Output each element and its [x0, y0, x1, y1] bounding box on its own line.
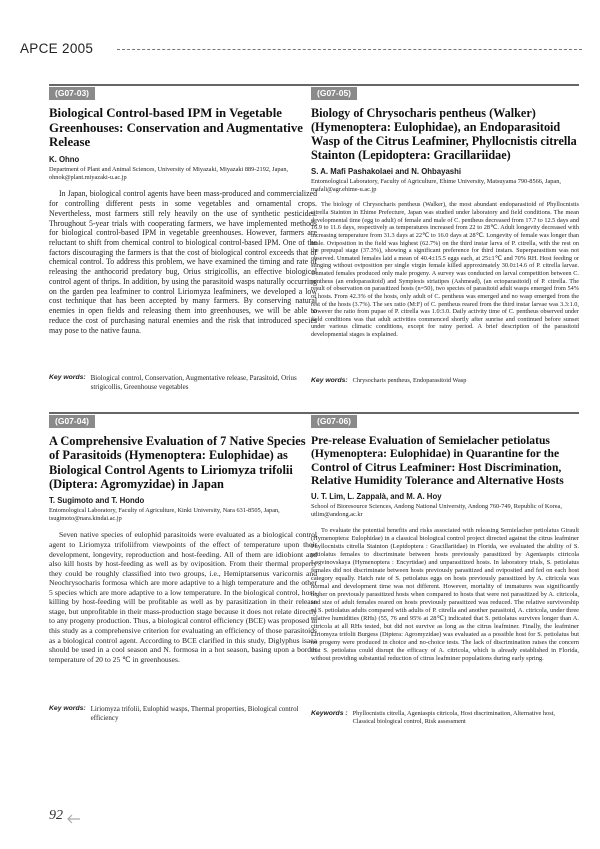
keywords-label: Keywords : — [311, 709, 348, 717]
keywords-label: Key words: — [49, 705, 86, 713]
article-abstract: To evaluate the potential benefits and risks associated with releasing Semielacher petiolatus Girault (Hymenoptera: Eulophidae) in a classical biological control project directed against the citrus leafminer Phyllocnistis citrella Stainton (Lepidoptera : Gracillariidae) in Florida, we evaluated the ability of S. petiolatus females to discriminate between hosts previously parasitized by Ageniaspis citricola Logvinovskaya (Hymenoptera : Encyrtidae) and unparasitized hosts. In laboratory trials, S. petiolatus females did not discriminate between hosts previously parasitized and oviposited and fed on each host category equally. Hatch rate of S. petiolatus eggs on hosts previously parasitized by A. citricola was normal and development time was not different. However, mortality of immatures was significantly higher on previously parasitized hosts when compared to hosts that were not parasitized by A. citricola, and size of adult females reared on hosts previously parasitized was reduced. The relative survivorship of S. petiolatus adults compared with adults of P. citrella and another parasitoid, A. citricola, under three relative humidities (RHs) (55, 76 and 95% at 28℃) indicated that S. petiolatus survives longer than A. citricola at all RHs tested, but did not survive as long as the citrus leafminer. Finally, the leafminer Liriomyza trifolii Burgess (Diptera: Agromyzidae) was evaluated as a possible host for S. petiolatus but no progeny were produced in choice and no-choice tests. The lack of discrimination raises the concern that S. petiolatus could disrupt the efficacy of A. citricola, which is already established in Florida, without providing substantial reduction of citrus leafminer populations during early spring. — [311, 526, 579, 662]
header-divider — [117, 49, 582, 50]
article-keywords — [311, 710, 579, 726]
article-keywords — [49, 705, 317, 723]
article-affiliation: Entomological Laboratory, Faculty of Agriculture, Kinki University, Nara 631-8505, Japan, tsugimoto@nara.kindai.ac.jp — [49, 507, 280, 523]
article-abstract: In Japan, biological control agents have been mass-produced and commercialized for controlling different pests in some vegetables and ornamental crops. Nevertheless, most farmers still rely heavily on the use of synthetic pesticides. Throughout 5-year trials with cooperating farmers, we have implemented methods for biological control-based IPM in vegetable greenhouses. However, farmers are reluctant to shift from chemical control to biological control-based IPM. One of the factors discouraging the farmers is that the cost of biological control exceeds that of chemical control. To address this problem, we have examined the timing and rate of releasing the anthocorid predatory bug, Orius strigicollis, an effective biological control agent of thrips. In addition, by using the parasitoid wasps naturally occurring on the garden pea leafminer to control Liriomyza leafminers, we developed a low cost technique that has been accepted by many farmers. By conserving natural enemies in open fields and releasing them into greenhouses, we will be able to reduce the cost of purchasing natural enemies and the risk that introduced species may pose to the native fauna. — [49, 189, 317, 335]
article-tag-bar — [311, 412, 579, 428]
article-authors: U. T. Lim, L. Zappalà, and M. A. Hoy — [311, 492, 442, 502]
page-number: 92 — [49, 808, 63, 823]
article-tag-bar — [311, 84, 579, 100]
article-tag-bar — [49, 84, 317, 100]
article-title: Biological Control-based IPM in Vegetable Greenhouses: Conservation and Augmentative Release — [49, 106, 303, 150]
article-g07-03 — [49, 84, 317, 392]
article-authors: T. Sugimoto and T. Hondo — [49, 496, 145, 506]
article-affiliation: Entomological Laboratory, Faculty of Agriculture, Ehime University, Matsuyama 790-8566, Japan, mafali@agr.ehime-u.ac.jp — [311, 178, 561, 194]
keywords-text: Phyllocnistis citrella, Ageniaspis citricola, Host discrimination, Alternative host, Classical biological control, Risk assessment — [352, 709, 555, 725]
article-title: Pre-release Evaluation of Semielacher petiolatus (Hymenoptera: Eulophidae) in Quarantine for the Control of Citrus Leafminer: Host Discrimination, Relative Humidity Tolerance and Alternative Hosts — [311, 434, 564, 487]
article-tag: (G07-04) — [49, 415, 95, 428]
conference-title: APCE 2005 — [20, 41, 94, 56]
article-abstract: The biology of Chrysocharis pentheus (Walker), the most abundant endoparasitoid of Phyllocnistis citrella Stainton in Ehime Prefecture, Japan was studied under laboratory and field conditions. The mean developmental time (egg to adult) of female and male of C. pentheus decreased from 17.7 to 12.5 days and 16.9 to 11.6 days, respectively as temperatures increased from 22 to 28℃. Adult longevity decreased with increasing temperature from 31.3 days at 22℃ to 16.0 days at 28℃. Longevity of female was longer than male. Oviposition in the field was highest (62.7%) on the third instar larva of P. citrella, with the rest on the prepupal stage (37.3%), showing a significant preference for third instars. Superparasitism was not observed. Unmated females laid a mean of 40.4±15.5 eggs each, at 25±1℃ and 70% RH. Host feeding or stinging without oviposition per single virgin female killed approximately 30.0±14.6 of P. citrella larvae. Unmated females produced only male progeny. A survey was conducted on larval competition between C. pentheus (an endoparasitoid) and Sympiesis striatipes (Ashmead), (an ectoparasitoid) of P. citrella. The result of observation on parasitized hosts (n=50), two species of parasitoid adult wasps emerged from 54% of hosts. From 42.3% of the hosts, only adult of C. pentheus was emerged and no wasp emerged from the rest of the hosts (3.7%). The sex ratio (M:F) of C. pentheus reared from the third instar larvae was 3.3:1.0, however the ratio from pupae of P. citrella was 1.0:3.0. Daily activity time of C. pentheus observed under field conditions was that adult activities commenced shortly after sunrise and continued before sunset under various climatic conditions, except for rainy period. A brief description of the parasitoid developmental stages is explained. — [311, 201, 579, 339]
keywords-label: Key words: — [49, 374, 86, 382]
article-g07-06 — [311, 412, 579, 726]
article-tag-bar — [49, 412, 317, 428]
running-header — [20, 40, 582, 58]
article-tag: (G07-05) — [311, 87, 357, 100]
keywords-label: Key words: — [311, 377, 348, 385]
article-tag: (G07-06) — [311, 415, 357, 428]
article-abstract: Seven native species of eulophid parasitoids were evaluated as a biological control agent to Liriomyza trifoliifrom viewpoints of the effect of temperature upon their development, longevity, reproduction and host-feeding. All of them are idiobiont and also kill hosts by host-feeding as well as by oviposition. From their thermal property they could be roughly classified into two groups, i.e., Hemiptarsenus varicornis and Neochrysocharis formosa which are more adaptive to a high temperature and the other 5 species which are more adaptive to a low temperature. In the biological control, host-killing by host-feeding will be profitable as well as by parasitization in their release stage, but unprofitable in their mass-production stage because it does not relate directly to any progeny production. Thus, a biological control efficiency (BCE) was proposed in this study as a comprehensive criterion for evaluating an efficiency of those parasitoids as a biological control agent. According to BCE clarified in this study, Diglyphus isaea should be used in a cool season and N. formosa in a hot season, basing upon a border temperature of 20 to 25 ℃ in greenhouses. — [49, 530, 317, 664]
article-title: A Comprehensive Evaluation of 7 Native Species of Parasitoids (Hymenoptera: Eulophidae) as Biological Control Agents to Liriomyza trifolii (Diptera: Agromyzidae) in Japan — [49, 434, 306, 491]
article-affiliation: Department of Plant and Animal Sciences, University of Miyazaki, Miyazaki 889-2192, Japan, ohnok@plant.miyazaki-u.ac.jp — [49, 166, 289, 182]
article-authors: S. A. Mafi Pashakolaei and N. Ohbayashi — [311, 167, 462, 177]
article-tag: (G07-03) — [49, 87, 95, 100]
arrow-left-icon — [67, 811, 81, 821]
keywords-text: Chrysocharis pentheus, Endoparasitoid Wasp — [352, 377, 467, 385]
article-keywords — [311, 377, 579, 386]
article-affiliation: School of Bioresource Sciences, Andong National University, Andong 760-749, Republic of Korea, utlim@andong.ac.kr — [311, 503, 562, 519]
article-keywords — [49, 374, 317, 392]
keywords-text: Liriomyza trifolii, Eulophid wasps, Thermal properties, Biological control efficiency — [90, 705, 299, 723]
article-g07-05 — [311, 84, 579, 386]
article-g07-04 — [49, 412, 317, 723]
page-footer — [49, 808, 81, 824]
keywords-text: Biological control, Conservation, Augmentative release, Parasitoid, Orius strigicollis, Greenhouse vegetables — [90, 374, 297, 392]
article-authors: K. Ohno — [49, 155, 80, 165]
article-title: Biology of Chrysocharis pentheus (Walker) (Hymenoptera: Eulophidae), an Endoparasitoid Wasp of the Citrus Leafminer, Phyllocnistis citrella Stainton (Lepidoptera: Gracillariidae) — [311, 106, 577, 163]
